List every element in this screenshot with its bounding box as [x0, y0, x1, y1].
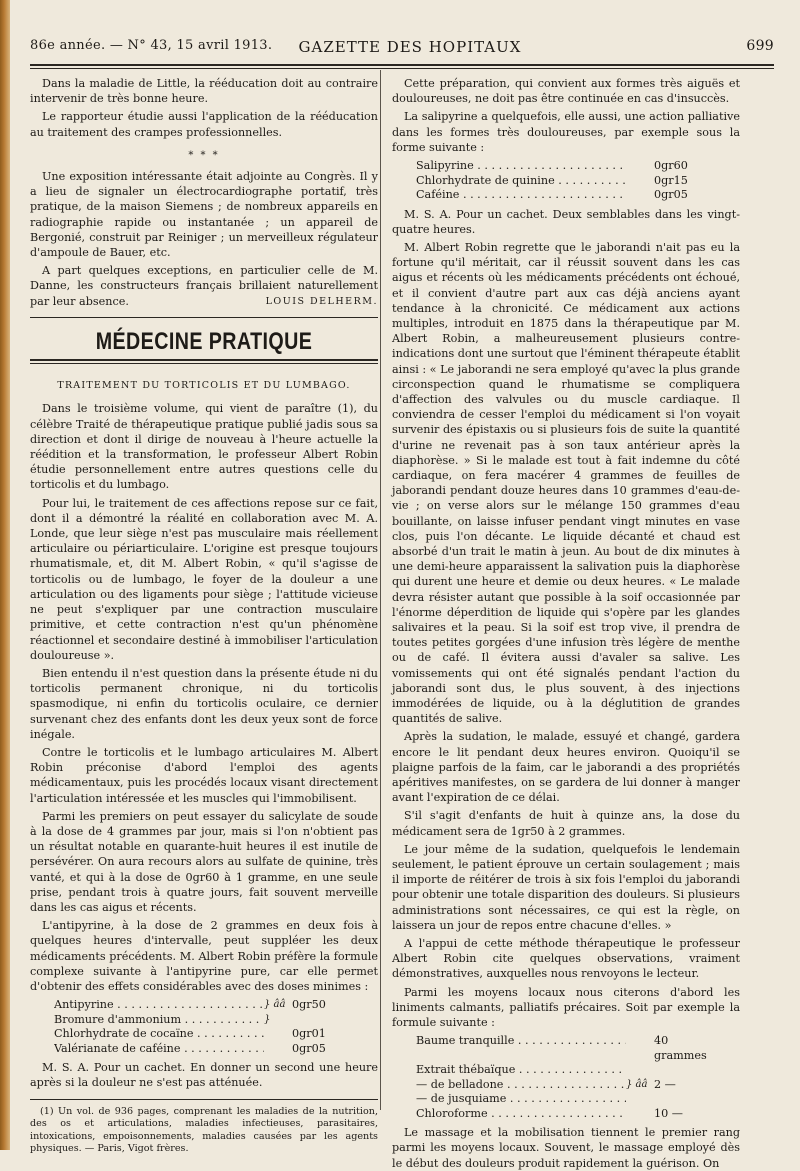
page-header — [30, 38, 774, 62]
ingredient-name: Salipyrine . . . — [416, 159, 626, 174]
formula-brace: } ââ — [626, 1078, 648, 1090]
ingredient-quantity: 0gr01 — [292, 1027, 326, 1041]
formula-brace — [626, 1107, 648, 1122]
formula-row — [416, 188, 740, 203]
formula-brace: } — [264, 1013, 271, 1025]
ingredient-quantity: 0gr15 — [654, 173, 688, 187]
prescription-formula — [416, 1034, 740, 1121]
ingredient-quantity — [648, 1063, 714, 1078]
paragraph: S'il s'agit d'enfants de huit à quinze ans, la dose du médicament sera de 1gr50 à 2 grammes. — [392, 809, 740, 838]
paragraph: A part quelques exceptions, en particulier celle de M. Danne, les constructeurs français brillaient naturellement par leur absence. — [30, 264, 378, 308]
ingredient-quantity: 0gr05 — [654, 188, 688, 202]
paragraph: Parmi les moyens locaux nous citerons d'abord les liniments calmants, palliatifs précaires. Soit par exemple la formule suivante : — [392, 985, 740, 1030]
footnote: (1) Un vol. de 936 pages, comprenant les maladies de la nutrition, des os et articulations, maladies infectieuses, parasitaires, intoxications, empoisonnements, maladies causées par les agents physiques. — Paris, Vigot frères. — [30, 1105, 378, 1155]
page-number: 699 — [746, 38, 774, 54]
paragraph: M. S. A. Pour un cachet. Deux semblables dans les vingt-quatre heures. — [392, 207, 740, 236]
formula-row — [416, 1063, 740, 1078]
right-column — [392, 76, 740, 1171]
formula-row — [54, 1042, 378, 1057]
section-title: MÉDECINE PRATIQUE — [95, 328, 313, 356]
section-stars: * * * — [188, 149, 220, 161]
ingredient-name: Bromure d'ammonium . . . — [54, 1013, 264, 1028]
ingredient-quantity: 2 — — [654, 1077, 676, 1091]
footnote-rule — [30, 1099, 378, 1100]
paragraph: Pour lui, le traitement de ces affections repose sur ce fait, dont il a démontré la réalité en collaboration avec M. A. Londe, que leur siège n'est pas musculaire mais réellement articulaire ou périarticulaire. L'origine est presque toujours rhumatismale, et, dit M. Albert Robin, « qu'il s'agisse de torticolis ou de lumbago, le foyer de la douleur a une articulation ou des ligaments pour siège ; l'attitude vicieuse ne peut s'expliquer par une contraction musculaire primitive, et cette contraction n'est qu'un phénomène réactionnel et secondaire destiné à immobiliser l'articulation douloureuse ». — [30, 496, 378, 662]
paragraph: Cette préparation, qui convient aux formes très aiguës et douloureuses, ne doit pas être continuée en cas d'insuccès. — [392, 77, 740, 106]
formula-row — [416, 1034, 740, 1063]
ingredient-quantity: 0gr05 — [292, 1041, 326, 1055]
paragraph: Le jour même de la sudation, quelquefois le lendemain seulement, le patient éprouve un certain soulagement ; mais il importe de réitérer de trois à six fois l'emploi du jaborandi pour obtenir une totale disparition des douleurs. Si plusieurs administrations sont nécessaires, ce qui est la règle, on laissera un jour de repos entre chacune d'elles. » — [392, 842, 740, 932]
paragraph: M. Albert Robin regrette que le jaborandi n'ait pas eu la fortune qu'il méritait, car il réussit souvent dans les cas aigus et récents où les médicaments précédents ont échoué, et il convient d'autre part aux cas déjà anciens ayant tendance à la chronicité. Ce médicament aux actions multiples, introduit en 1875 dans la thérapeutique par M. Albert Robin, a malheureusement plusieurs contre-indications dont une surtout que l'éminent thérapeute établit ainsi : « Le jaborandi ne sera employé qu'avec la plus grande circonspection quand le rhumatisme se compliquera d'affection des valvules ou du muscle cardiaque. Il conviendra de cesser l'emploi du médicament si l'on voyait survenir des épistaxis ou si plusieurs fois de suite la quantité d'urine ne revenait pas à son taux antérieur après la diaphorèse. » Si le malade est tout à fait indemne du côté cardiaque, on fera macérer 4 grammes de feuilles de jaborandi pendant douze heures dans 10 grammes d'eau-de-vie ; on verse alors sur le mélange 150 grammes d'eau bouillante, on laisse infuser pendant vingt minutes en vase clos, puis l'on décante. Le liquide décanté et chaud est absorbé d'un trait le matin à jeun. Au bout de dix minutes à une demi-heure apparaissent la salivation puis la diaphorèse qui durent une heure et demie ou deux heures. « Le malade devra résister autant que possible à la soif occasionnée par l'énorme déperdition de liquide qui s'opère par les glandes salivaires et la peau. Si la soif est trop vive, il prendra de toutes petites gorgées d'une infusion très légère de menthe ou de café. Il évitera aussi d'avaler sa salive. Les vomissements qui ont été signalés pendant l'action du jaborandi sont dus, le plus souvent, à des injections immodérées de liquide, ou à la déglutition de grandes quantités de salive. — [392, 240, 740, 726]
formula-row — [416, 159, 740, 174]
prescription-formula — [416, 159, 740, 203]
formula-row — [54, 1013, 378, 1028]
paragraph: L'antipyrine, à la dose de 2 grammes en deux fois à quelques heures d'intervalle, peut suppléer les deux médicaments précédents. M. Albert Robin préfère la formule complexe suivante à l'antipyrine pure, car elle permet d'obtenir des effets considérables avec des doses minimes : — [30, 919, 378, 993]
ingredient-name: — de belladone . . . — [416, 1078, 626, 1093]
ingredient-quantity — [286, 1013, 352, 1028]
section-double-rule — [30, 359, 378, 364]
section-rule — [30, 317, 378, 318]
ingredient-quantity: 10 — — [654, 1106, 683, 1120]
ingredient-name: Antipyrine . . . — [54, 998, 264, 1013]
author-signature: LOUIS DELHERM. — [265, 295, 378, 307]
formula-brace: } ââ — [264, 999, 286, 1011]
left-column — [30, 76, 378, 1156]
ingredient-name: — de jusquiame . . . — [416, 1092, 626, 1107]
paragraph: Le massage et la mobilisation tiennent le premier rang parmi les moyens locaux. Souvent, le massage employé dès le début des douleurs produit rapidement la guérison. On — [392, 1126, 740, 1170]
ingredient-name: Chlorhydrate de quinine . . . — [416, 174, 626, 189]
ingredient-name: Extrait thébaïque . . . — [416, 1063, 626, 1078]
formula-brace — [626, 1063, 648, 1078]
formula-row — [416, 1107, 740, 1122]
paragraph: Bien entendu il n'est question dans la présente étude ni du torticolis permanent chronique, ni du torticolis spasmodique, ni enfin du torticolis oculaire, ce dernier survenant chez des enfants dont les deux yeux sont de force inégale. — [30, 666, 378, 741]
page-binding-edge — [0, 0, 10, 1150]
ingredient-name: Baume tranquille . . . — [416, 1034, 626, 1063]
article-subheading: TRAITEMENT DU TORTICOLIS ET DU LUMBAGO. — [57, 380, 351, 392]
ingredient-quantity: 0gr60 — [654, 159, 688, 173]
ingredient-name: Caféine . . . — [416, 188, 626, 203]
ingredient-name: Chloroforme . . . — [416, 1107, 626, 1122]
formula-brace — [264, 1042, 286, 1057]
paragraph: Le rapporteur étudie aussi l'application de la rééducation au traitement des crampes professionnelles. — [30, 110, 378, 139]
paragraph: Dans la maladie de Little, la rééducation doit au contraire intervenir de très bonne heure. — [30, 77, 378, 106]
formula-row — [54, 1027, 378, 1042]
paragraph: A l'appui de cette méthode thérapeutique le professeur Albert Robin cite quelques observations, vraiment démonstratives, auxquelles nous renvoyons le lecteur. — [392, 937, 740, 981]
paragraph: La salipyrine a quelquefois, elle aussi, une action palliative dans les formes très douloureuses, par exemple sous la forme suivante : — [392, 110, 740, 154]
header-rule — [30, 64, 774, 69]
journal-title: GAZETTE DES HOPITAUX — [298, 38, 522, 56]
formula-brace — [626, 1092, 648, 1107]
formula-row — [416, 1078, 740, 1093]
formula-row — [54, 998, 378, 1013]
prescription-formula — [54, 998, 378, 1056]
issue-info: 86e année. — N° 43, 15 avril 1913. — [30, 38, 273, 53]
paragraph: Parmi les premiers on peut essayer du salicylate de soude à la dose de 4 grammes par jour, mais si l'on n'obtient pas un résultat notable en quarante-huit heures il est inutile de persévérer. On aura recours alors au sulfate de quinine, très vanté, et qui à la dose de 0gr60 à 1 gramme, en une seule prise, pendant trois à quatre jours, fait souvent merveille dans les cas aigus et récents. — [30, 809, 378, 914]
ingredient-quantity: 0gr50 — [292, 998, 326, 1012]
paragraph: Une exposition intéressante était adjointe au Congrès. Il y a lieu de signaler un électrocardiographe portatif, très pratique, de la maison Siemens ; de nombreux appareils en radiographie rapide ou instantanée ; un appareil de Bergonié, construit par Reiniger ; un merveilleux régulateur d'ampoule de Bauer, etc. — [30, 170, 378, 260]
paragraph: Dans le troisième volume, qui vient de paraître (1), du célèbre Traité de thérapeutique pratique publié jadis sous sa direction et dont il dirige de nouveau à l'heure actuelle la réédition et la transformation, le professeur Albert Robin étudie personnellement entre autres questions celle du torticolis et du lumbago. — [30, 402, 378, 492]
formula-brace — [264, 1027, 286, 1042]
paragraph: M. S. A. Pour un cachet. En donner un second une heure après si la douleur ne s'est pas atténuée. — [30, 1061, 378, 1090]
ingredient-quantity: 40 grammes — [654, 1034, 707, 1062]
formula-row — [416, 174, 740, 189]
ingredient-name: Chlorhydrate de cocaïne . . . — [54, 1027, 264, 1042]
paragraph: Après la sudation, le malade, essuyé et changé, gardera encore le lit pendant deux heures environ. Quoiqu'il se plaigne parfois de la faim, car le jaborandi a des propriétés apéritives manifestes, on se gardera de lui donner à manger avant l'expiration de ce délai. — [392, 730, 740, 805]
column-divider — [380, 70, 381, 1110]
ingredient-quantity — [648, 1092, 714, 1107]
formula-row — [416, 1092, 740, 1107]
paragraph: Contre le torticolis et le lumbago articulaires M. Albert Robin préconise d'abord l'emploi des agents médicamentaux, puis les procédés locaux visant directement l'articulation intéressée et les muscles qui l'immobilisent. — [30, 745, 378, 805]
ingredient-name: Valérianate de caféine . . . — [54, 1042, 264, 1057]
formula-brace — [626, 1034, 648, 1063]
